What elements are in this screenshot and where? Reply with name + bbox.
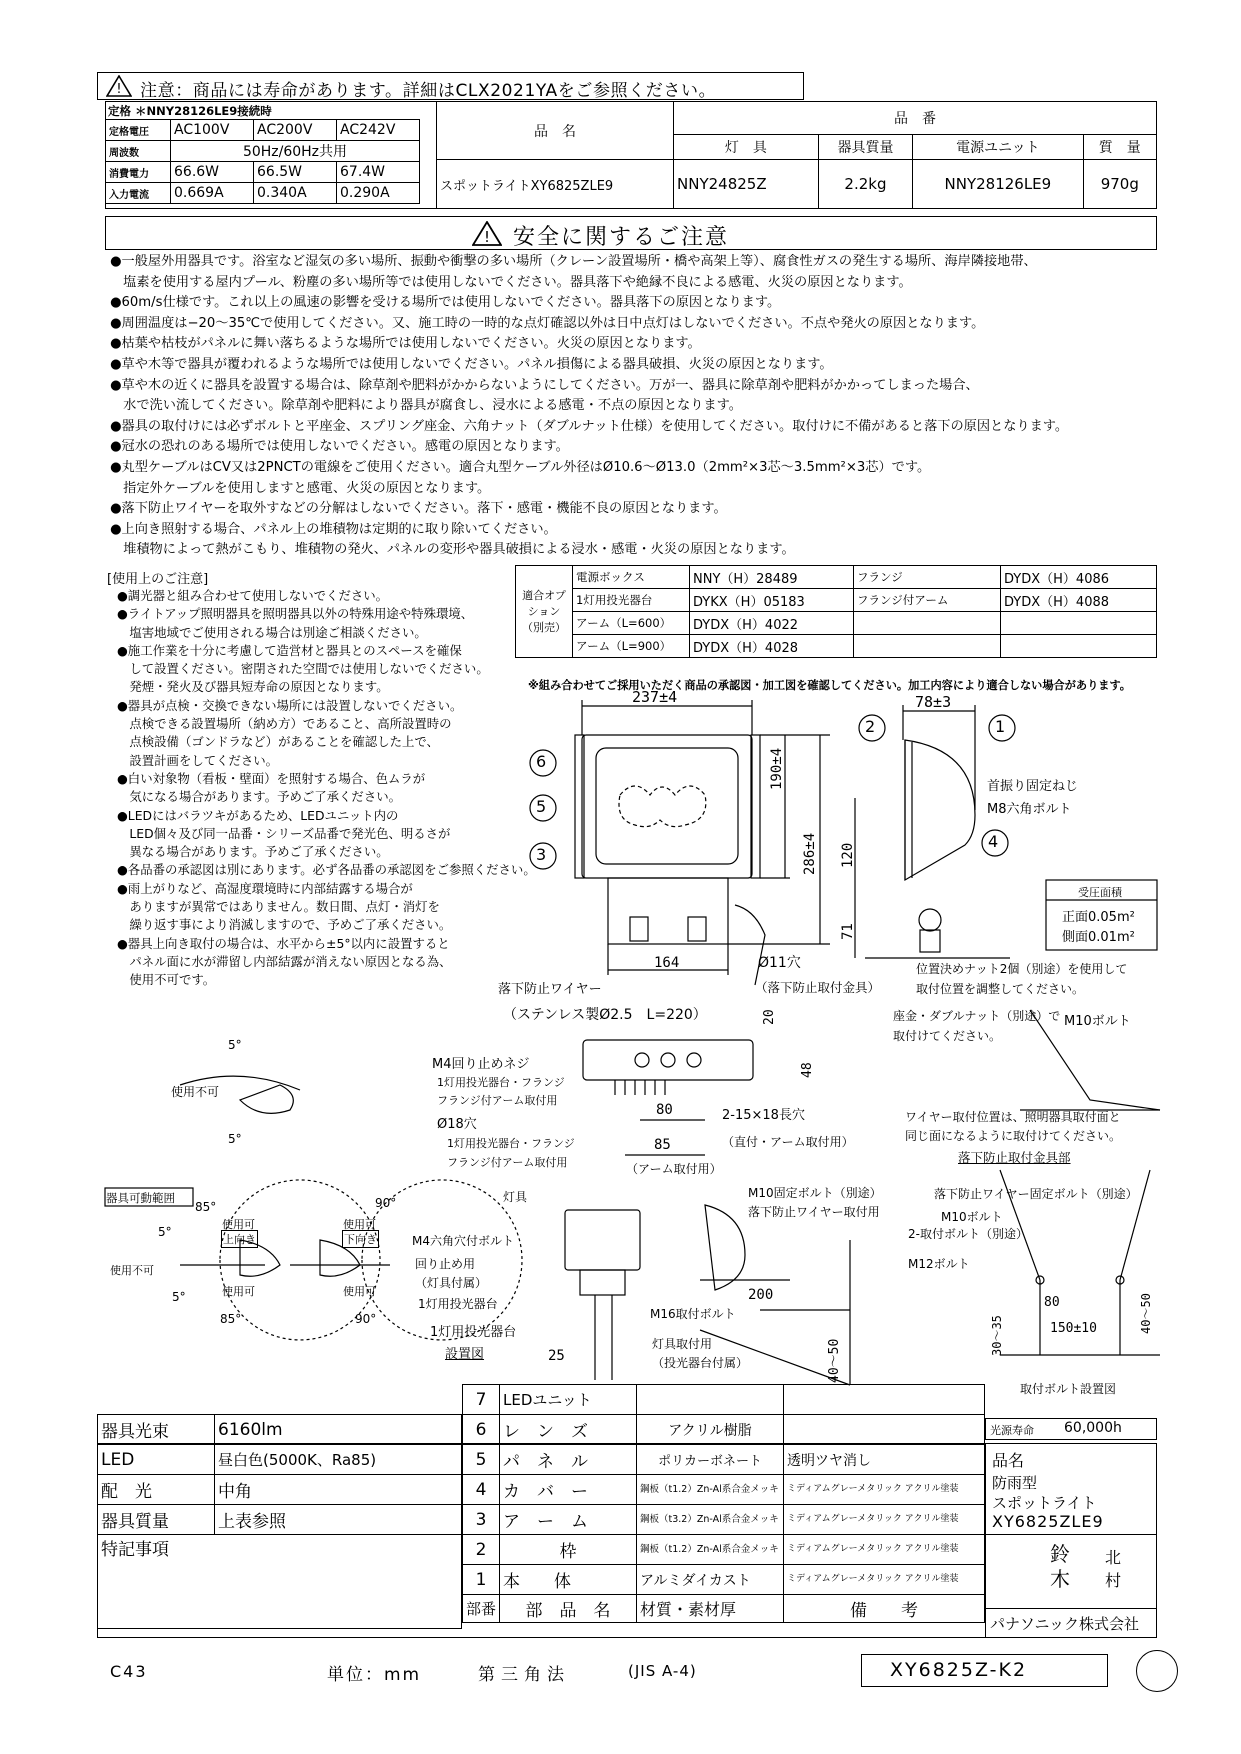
m4-for: 1灯用投光器台・フランジ — [437, 1076, 565, 1089]
fixture-body-outline — [582, 735, 752, 878]
side-bracket — [920, 930, 940, 952]
arm-front — [608, 878, 728, 944]
part-note: ミディアムグレーメタリック アクリル塗装 — [784, 1505, 985, 1535]
callout-num: 3 — [536, 845, 547, 864]
dim-80: 80 — [656, 1102, 673, 1118]
deg-label: 5° — [228, 1132, 242, 1146]
pivot-circle — [919, 909, 941, 931]
option-cell: DYDX（H）4086 — [1001, 566, 1157, 589]
usage-line: ●LEDにはバラツキがあるため、LEDユニット内の — [117, 807, 399, 823]
option-cell: アーム（L=900） — [573, 635, 690, 658]
panel-outline — [596, 748, 738, 864]
deg-label: 5° — [158, 1225, 172, 1239]
m10-fix: M10固定ボルト（別途） — [748, 1186, 882, 1200]
usage-line: 点検できる設置場所（納め方）であること、高所設置時の — [117, 716, 452, 732]
signature: 鈴 — [1050, 1542, 1070, 1566]
lifetime-box — [985, 1418, 1157, 1440]
safety-line: ●草や木の近くに器具を設置する場合は、除草剤や肥料がかからないようにしてください。万が一、器具に除草剤や肥料がかかってしまった場合、 — [110, 377, 979, 393]
signature: 北 — [1105, 1548, 1122, 1567]
callout-num: 6 — [536, 752, 547, 771]
bolt-layout — [1000, 1010, 1160, 1355]
usage-line: 異なる場合があります。予めご了承ください。 — [117, 844, 389, 860]
usage-line: パネル面に水が滞留し内部結露が消えない原因となる為、 — [117, 953, 452, 969]
parts-header: 部番 — [463, 1595, 500, 1623]
dim-71: 71 — [840, 923, 856, 940]
usage-line: ●各品番の承認図は別にあります。必ず各品番の承認図をご参照ください。 — [117, 862, 536, 878]
rating-value: AC100V — [171, 120, 254, 141]
front-view — [575, 700, 830, 985]
rating-label: 周波数 — [106, 141, 171, 162]
rotation-title: 器具可動範囲 — [106, 1191, 175, 1205]
deg-label: 5° — [228, 1038, 242, 1052]
option-cell: DYDX（H）4022 — [690, 612, 854, 635]
wire-note: ワイヤー取付位置は、照明器具取付面と — [905, 1110, 1121, 1124]
part-material — [637, 1385, 784, 1415]
wire-fix-bolt: 落下防止ワイヤー固定ボルト（別途） — [934, 1187, 1138, 1201]
rating-label: 入力電流 — [106, 183, 171, 204]
drawing-number: XY6825Z-K2 — [890, 1659, 1028, 1681]
slot-for: （直付・アーム取付用） — [722, 1135, 854, 1149]
part-note: 透明ツヤ消し — [784, 1445, 985, 1475]
led-outline — [619, 786, 706, 827]
bolt-right — [688, 917, 706, 941]
part-no: 6 — [463, 1415, 500, 1445]
part-name: LEDユニット — [500, 1385, 637, 1415]
options-note: ※組み合わせてご採用いただく商品の承認図・加工図を確認してください。加工内容により適合しない場合があります。 — [528, 679, 1131, 692]
m4-screw: M4回り止めネジ — [432, 1057, 530, 1072]
usage-line: LED個々及び同一品番・シリーズ品番で発光色、明るさが — [117, 825, 451, 841]
spec-value: 中角 — [215, 1475, 462, 1505]
footer-code: C43 — [110, 1662, 148, 1681]
stand-install: 1灯用投光器台 — [430, 1325, 517, 1340]
signature: 木 — [1050, 1567, 1070, 1591]
stand-label: 1灯用投光器台 — [418, 1297, 498, 1311]
product-name: スポットライトXY6825ZLE9 — [437, 160, 674, 209]
part-name: 枠 — [500, 1535, 637, 1565]
product-code-header: 品 番 — [674, 102, 1157, 135]
safety-line: ●一般屋外用器具です。浴室など湿気の多い場所、振動や衝撃の多い場所（クレーン設置場所・橋や高架上等）、腐食性ガスの発生する場所、海岸隣接地帯、 — [110, 254, 1037, 269]
pressure-title: 受圧面積 — [1078, 886, 1122, 899]
safety-line: ●周囲温度は−20〜35℃で使用してください。又、施工時の一時的な点灯確認以外は日中点灯はしないでください。不点や発火の原因となります。 — [110, 315, 985, 331]
use-ok-label: 使用可 — [343, 1218, 376, 1231]
usage-line: ●器具が点検・交換できない場所には設置しないでください。 — [117, 697, 463, 713]
wire-part: 落下防止取付金具部 — [958, 1150, 1071, 1165]
notice-text: 注意：商品には寿命があります。詳細はCLX2021YAをご参照ください。 — [140, 81, 717, 101]
washer-note: 取付けてください。 — [893, 1029, 1002, 1043]
dim-h2: 286±4 — [802, 832, 818, 875]
safety-line: ●落下防止ワイヤーを取外すなどの分解はしないでください。落下・感電・機能不良の原因となります。 — [110, 501, 727, 517]
usage-line: ●雨上がりなど、高湿度環境時に内部結露する場合が — [117, 880, 413, 896]
callout-num: 4 — [988, 832, 999, 851]
spec-label: 器具質量 — [98, 1505, 215, 1535]
part-no: 7 — [463, 1385, 500, 1415]
usage-line: 設置計画をしてください。 — [117, 752, 279, 768]
spec-value: 6160lm — [215, 1415, 462, 1445]
part-material: 鋼板（t1.2）Zn-Al系合金メッキ — [637, 1535, 784, 1565]
safety-line: ●枯葉や枯枝がパネルに舞い落ちるような場所では使用しないでください。火災の原因となります。 — [110, 336, 701, 352]
option-cell: 1灯用投光器台 — [573, 589, 690, 612]
option-cell: DYKX（H）05183 — [690, 589, 854, 612]
usage-line: ●ライトアップ照明器具を照明器具以外の特殊用途や特殊環境、 — [117, 606, 474, 622]
part-name: パ ネ ル — [500, 1445, 637, 1475]
dim-40-50b: 40〜50 — [1139, 1293, 1153, 1334]
drawing-number-box — [861, 1654, 1108, 1687]
spec-label: LED — [98, 1445, 215, 1475]
product-col-header: 電源ユニット — [913, 135, 1083, 160]
m4-hex: M4六角穴付ボルト — [412, 1234, 514, 1248]
usage-line: ありますが異常ではありません。数日間、点灯・消灯を — [117, 899, 440, 915]
rating-value: 0.669A — [171, 183, 254, 204]
safety-line: 指定外ケーブルを使用しますと感電、火災の原因となります。 — [110, 480, 491, 496]
spec-label: 特記事項 — [98, 1535, 462, 1629]
title-name: 防雨型 — [992, 1474, 1038, 1492]
wire-curve — [735, 905, 765, 985]
title-name: スポットライト — [992, 1494, 1097, 1512]
dim-164: 164 — [654, 955, 680, 971]
dim-80b: 80 — [1044, 1295, 1060, 1310]
bolt-layout-title: 取付ボルト設置図 — [1020, 1382, 1117, 1396]
fixture-mount: 灯具取付用 — [652, 1337, 713, 1351]
part-no: 4 — [463, 1475, 500, 1505]
signature: 村 — [1105, 1571, 1122, 1590]
d18-for: 1灯用投光器台・フランジ — [447, 1137, 575, 1150]
nut-note: 位置決めナット2個（別途）を使用して — [916, 962, 1128, 976]
slot-label: 2-15×18長穴 — [722, 1108, 805, 1123]
option-cell: アーム（L=600） — [573, 612, 690, 635]
upward-label: 上向き — [221, 1230, 258, 1248]
m4-for: フランジ付アーム取付用 — [437, 1094, 558, 1107]
title-name-label: 品名 — [992, 1451, 1025, 1470]
usage-line: 発煙・発火及び器具短寿命の原因となります。 — [117, 679, 389, 695]
part-note — [784, 1415, 985, 1445]
usage-line: ●調光器と組み合わせて使用しないでください。 — [117, 588, 389, 603]
deg-label: 5° — [172, 1290, 186, 1304]
title-name: XY6825ZLE9 — [992, 1512, 1104, 1531]
fin-left — [575, 735, 584, 878]
m10-bolt-b: M10ボルト — [941, 1210, 1003, 1224]
rating-value: AC200V — [254, 120, 337, 141]
part-name: 本 体 — [500, 1565, 637, 1595]
downward-label: 下向き — [342, 1230, 379, 1248]
part-no: 2 — [463, 1535, 500, 1565]
m16-bolt: M16取付ボルト — [650, 1307, 736, 1321]
part-material: アクリル樹脂 — [637, 1415, 784, 1445]
safety-line: ●器具の取付けには必ずボルトと平座金、スプリング座金、六角ナット（ダブルナット仕様）を使用してください。取付けに不備があると落下の原因となります。 — [110, 418, 1069, 434]
usage-line: 使用不可です。 — [117, 972, 216, 988]
product-value: NNY24825Z — [674, 160, 819, 209]
dim-120: 120 — [840, 842, 856, 868]
callout-circles — [530, 715, 1015, 869]
washer-note: 座金・ダブルナット（別途）で — [893, 1009, 1061, 1023]
safety-line: 堆積物によって熱がこもり、堆積物の発火、パネルの変形や器具破損による浸水・感電・火災の原因となります。 — [110, 542, 795, 558]
rating-label: 定格電圧 — [106, 120, 171, 141]
m8-bolt: M8六角ボルト — [987, 802, 1072, 817]
part-note: ミディアムグレーメタリック アクリル塗装 — [784, 1565, 985, 1595]
dim-150: 150±10 — [1050, 1321, 1097, 1336]
dim-40-50: 40〜50 — [827, 1338, 842, 1383]
part-name: レ ン ズ — [500, 1415, 637, 1445]
part-material: 鋼板（t3.2）Zn-Al系合金メッキ — [637, 1505, 784, 1535]
part-no: 1 — [463, 1565, 500, 1595]
bolt-left — [630, 917, 648, 941]
callout-num: 5 — [536, 797, 547, 816]
d18-hole: Ø18穴 — [437, 1117, 477, 1132]
option-cell: DYDX（H）4028 — [690, 635, 854, 658]
use-ng-label: 使用不可 — [110, 1264, 154, 1277]
safety-line: 水で洗い流してください。除草剤や肥料により器具が腐食し、浸水による感電・不点の原因となります。 — [110, 398, 742, 414]
callout-num: 2 — [865, 717, 876, 736]
svg-text:!: ! — [483, 228, 491, 246]
parts-header: 材質・素材厚 — [637, 1595, 784, 1623]
rating-value: 0.340A — [254, 183, 337, 204]
product-value: 970g — [1083, 160, 1156, 209]
stand-install: 設置図 — [445, 1347, 485, 1362]
spec-table — [97, 1414, 462, 1629]
usage-line: 気になる場合があります。予めご了承ください。 — [117, 789, 401, 805]
usage-line: 塩害地域でご使用される場合は別途ご相談ください。 — [117, 624, 427, 640]
use-ng-label: 使用不可 — [171, 1085, 220, 1099]
dim-25: 25 — [548, 1348, 565, 1364]
spec-label: 配 光 — [98, 1475, 215, 1505]
part-note — [784, 1385, 985, 1415]
footer-paper: (JIS A-4) — [628, 1662, 697, 1680]
safety-title: 安全に関するご注意 — [513, 225, 730, 250]
options-label: 適合オプション（別売） — [516, 566, 573, 658]
fixture-label: 灯具 — [503, 1190, 528, 1204]
deg-label: 85° — [220, 1312, 242, 1326]
use-ok-label: 使用可 — [222, 1218, 255, 1231]
arm-for: （アーム取付用） — [626, 1162, 722, 1176]
use-ok-label: 使用可 — [222, 1285, 255, 1298]
safety-line: ●丸型ケーブルはCV又は2PNCTの電線をご使用ください。適合丸型ケーブル外径はØ10.6〜Ø13.0（2mm²×3芯〜3.5mm²×3芯）です。 — [110, 459, 931, 475]
wire-mount: 落下防止ワイヤー取付用 — [748, 1205, 880, 1219]
spec-value: 昼白色(5000K、Ra85) — [215, 1445, 462, 1475]
usage-line: 繰り返す事により消滅しますので、予めご了承ください。 — [117, 917, 452, 933]
part-material: ポリカーボネート — [637, 1445, 784, 1475]
usage-line: ●施工作業を十分に考慮して造営材と器具とのスペースを確保 — [117, 642, 462, 658]
rating-value: 66.6W — [171, 162, 254, 183]
footer-method: 第三角法 — [478, 1665, 570, 1685]
part-material: アルミダイカスト — [637, 1565, 784, 1595]
part-no: 5 — [463, 1445, 500, 1475]
deg-label: 90° — [375, 1196, 397, 1210]
product-value: 2.2kg — [818, 160, 912, 209]
rating-value: 66.5W — [254, 162, 337, 183]
option-cell: NNY（H）28489 — [690, 566, 854, 589]
d18-for: フランジ付アーム取付用 — [447, 1156, 568, 1169]
safety-line: ●上向き照射する場合、パネル上の堆積物は定期的に取り除いてください。 — [110, 521, 557, 537]
part-material: 鋼板（t1.2）Zn-Al系合金メッキ — [637, 1475, 784, 1505]
usage-line: ●器具上向き取付の場合は、水平から±5°以内に設置すると — [117, 935, 450, 951]
dim-200: 200 — [748, 1287, 774, 1303]
spec-value: 上表参照 — [215, 1505, 462, 1535]
dim-h1: 190±4 — [769, 747, 785, 790]
rating-value: 67.4W — [337, 162, 420, 183]
usage-line: 点検設備（ゴンドラなど）があることを確認した上で、 — [117, 734, 439, 750]
callout-num: 1 — [995, 717, 1006, 736]
part-name: ア ー ム — [500, 1505, 637, 1535]
deg-label: 85° — [195, 1200, 217, 1214]
pressure-side: 側面0.01m² — [1062, 930, 1135, 945]
safety-line: ●冠水の恐れのある場所では使用しないでください。感電の原因となります。 — [110, 439, 569, 455]
anti-rot: （灯具付属） — [415, 1276, 488, 1290]
product-col-header: 灯 具 — [674, 135, 819, 160]
option-cell: DYDX（H）4088 — [1001, 589, 1157, 612]
lifetime-value: 60,000h — [1064, 1420, 1122, 1436]
rating-value: 50Hz/60Hz共用 — [171, 141, 420, 162]
rating-value: AC242V — [337, 120, 420, 141]
rating-title: 定格 ＊NNY28126LE9接続時 — [108, 104, 272, 118]
parts-header: 備 考 — [784, 1595, 985, 1623]
dim-48: 48 — [800, 1062, 815, 1078]
footer-unit: 単位：mm — [327, 1665, 422, 1685]
dim-hole: Ø11穴 — [758, 955, 801, 971]
part-note: ミディアムグレーメタリック アクリル塗装 — [784, 1475, 985, 1505]
stamp-circle — [1136, 1650, 1178, 1692]
rating-label: 消費電力 — [106, 162, 171, 183]
parts-header: 部 品 名 — [500, 1595, 637, 1623]
fixture-mount: （投光器台付属） — [652, 1356, 749, 1370]
part-no: 3 — [463, 1505, 500, 1535]
product-col-header: 質 量 — [1083, 135, 1156, 160]
dim-width: 237±4 — [632, 688, 678, 706]
option-cell: フランジ — [854, 566, 1001, 589]
product-col-header: 器具質量 — [818, 135, 912, 160]
part-name: カ バ ー — [500, 1475, 637, 1505]
two-mount: 2-取付ボルト（別途） — [908, 1227, 1028, 1241]
usage-line: して設置ください。密閉された空間では使用しないでください。 — [117, 661, 489, 677]
company-name: パナソニック株式会社 — [990, 1615, 1139, 1633]
svg-text:!: ! — [116, 82, 122, 97]
deg-label: 90° — [355, 1312, 377, 1326]
part-note: ミディアムグレーメタリック アクリル塗装 — [784, 1535, 985, 1565]
wire-note: 同じ面になるように取付けてください。 — [905, 1129, 1122, 1143]
product-value: NNY28126LE9 — [913, 160, 1083, 209]
safety-line: ●草や木等で器具が覆われるような場所では使用しないでください。パネル損傷による器具破損、火災の原因となります。 — [110, 356, 833, 372]
use-ok-label: 使用可 — [343, 1285, 376, 1298]
wire-spec: （ステンレス製Ø2.5 L=220） — [503, 1007, 707, 1023]
m10-bolt: M10ボルト — [1064, 1014, 1131, 1029]
safety-line: ●60m/s仕様です。これ以上の風速の影響を受ける場所では使用しないでください。器具落下の原因となります。 — [110, 295, 781, 311]
hole-note: （落下防止取付金具） — [755, 980, 881, 995]
side-view — [855, 705, 1010, 958]
dim-20: 20 — [762, 1009, 777, 1025]
dim-85: 85 — [654, 1137, 671, 1153]
m12-bolt: M12ボルト — [908, 1257, 970, 1271]
product-name-header: 品 名 — [437, 102, 674, 160]
option-cell: フランジ付アーム — [854, 589, 1001, 612]
pressure-front: 正面0.05m² — [1062, 910, 1135, 925]
usage-title: [使用上のご注意] — [107, 572, 209, 587]
usage-line: ●白い対象物（看板・壁面）を照射する場合、色ムラが — [117, 770, 426, 786]
anti-rot: 回り止め用 — [415, 1257, 476, 1271]
neck-screw: 首振り固定ねじ — [987, 779, 1079, 794]
side-body — [905, 740, 975, 880]
safety-line: 塩素を使用する屋内プール、粉塵の多い場所等では使用しないでください。器具落下や絶縁不良による感電、火災の原因となります。 — [110, 274, 912, 290]
rating-value: 0.290A — [337, 183, 420, 204]
dim-depth: 78±3 — [915, 693, 952, 711]
option-cell: 電源ボックス — [573, 566, 690, 589]
lifetime-label: 光源寿命 — [990, 1424, 1034, 1437]
spec-label: 器具光束 — [98, 1415, 215, 1445]
dim-30-35: 30〜35 — [990, 1315, 1004, 1356]
parts-table — [462, 1384, 985, 1623]
wire-label: 落下防止ワイヤー — [498, 982, 602, 997]
nut-note: 取付位置を調整してください。 — [916, 982, 1085, 996]
